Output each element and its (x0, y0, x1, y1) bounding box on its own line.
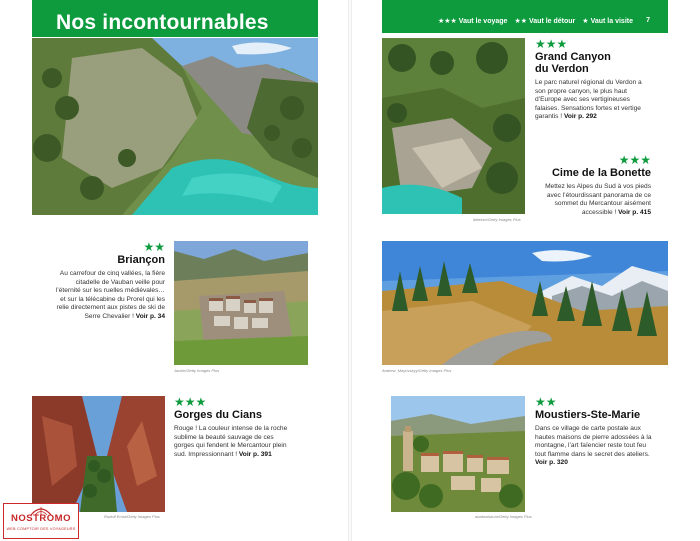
verdon-title-line2: du Verdon (535, 63, 589, 75)
rating-legend-banner (382, 0, 668, 33)
moustiers-description (535, 425, 653, 468)
briancon-description (52, 270, 165, 322)
briancon-page-ref: Voir p. 34 (135, 312, 165, 320)
bonette-photo-credit: Andrew_Mayovskyy/Getty Images Plus (382, 368, 452, 373)
verdon-title-line1: Grand Canyon (535, 51, 611, 63)
bonette-text: Mettez les Alpes du Sud à vos pieds avec l’étourdissant panorama de ce sommet du Mercantour aisément accessible ! (545, 183, 651, 216)
bonette-rating-stars: ★★★ (618, 153, 651, 167)
cians-description (174, 425, 292, 459)
cians-entry (174, 396, 292, 459)
logo-tagline: WEB COMPTOIR DES VOYAGEURS (6, 527, 76, 531)
cians-photo-credit: Rudolf Ernst/Getty Images Plus (104, 514, 160, 519)
two-star-icon: ★★ (514, 18, 527, 25)
page-title: Nos incontournables (56, 11, 269, 34)
briancon-entry (52, 241, 165, 322)
moustiers-rating-stars: ★★ (535, 395, 557, 409)
briancon-photo-credit: Jackin/Getty Images Plus (174, 368, 220, 373)
moustiers-title: Moustiers-Ste-Marie (535, 409, 641, 421)
title-banner (32, 0, 318, 37)
three-star-icon: ★★★ (437, 18, 457, 25)
bonette-title: Cime de la Bonette (551, 167, 651, 179)
cians-page-ref: Voir p. 391 (238, 450, 272, 458)
legend-two-label: Vaut le détour (529, 17, 576, 25)
legend-one-label: Vaut la visite (590, 17, 633, 25)
briancon-text: Au carrefour de cinq vallées, la fière citadelle de Vauban veille pour l’éternité sur les ruelles médiévales… et sur la télécabine du Prorel qui les relie directement aux pistes de ski de Serre Chevalier ! (55, 270, 165, 320)
moustiers-photo-credit: ababsolutum/Getty Images Plus (475, 514, 532, 519)
moustiers-page-ref: Voir p. 320 (535, 459, 568, 467)
briancon-rating-stars: ★★ (143, 240, 165, 254)
verdon-entry (535, 38, 653, 122)
moustiers-text: Dans ce village de carte postale aux hautes maisons de pierre adossées à la montagne, l’art faïencier reste tout feu tout flamme dans le secret des ateliers. (535, 425, 652, 458)
rating-legend (438, 17, 640, 25)
cians-gorge-photo (32, 396, 165, 512)
briancon-citadel-photo (174, 241, 308, 365)
moustiers-entry (535, 396, 653, 468)
verdon-description (535, 79, 653, 122)
cians-text: Rouge ! La couleur intense de la roche sublime la beauté sauvage de ces gorges qui fendent le Mercantour plein sud. Impressionnant ! (174, 425, 288, 458)
verdon-title (535, 51, 653, 75)
bonette-entry (538, 154, 651, 217)
cians-title: Gorges du Cians (174, 409, 263, 421)
cians-rating-stars: ★★★ (174, 395, 207, 409)
page-number: 7 (646, 17, 650, 24)
book-gutter (348, 0, 352, 541)
briancon-title: Briançon (117, 254, 165, 266)
one-star-icon: ★ (582, 18, 589, 25)
verdon-gorge-photo (382, 38, 525, 214)
bonette-page-ref: Voir p. 415 (618, 208, 651, 216)
verdon-text: Le parc naturel régional du Verdon a son propre canyon, le plus haut d’Europe avec ses vertigineuses falaises. Sensations fortes et vertige garantis ! (535, 79, 642, 121)
moustiers-village-photo (391, 396, 525, 512)
verdon-photo-credit: ibiteezo/Getty Images Plus (473, 217, 521, 222)
logo-name: NOSTROMO (11, 513, 71, 524)
verdon-rating-stars: ★★★ (535, 37, 568, 51)
bonette-road-photo (382, 241, 668, 365)
nostromo-logo (3, 503, 79, 539)
verdon-panorama-photo (32, 38, 318, 215)
legend-three-label: Vaut le voyage (458, 17, 508, 25)
bonette-description (538, 183, 651, 217)
verdon-page-ref: Voir p. 292 (563, 113, 597, 121)
